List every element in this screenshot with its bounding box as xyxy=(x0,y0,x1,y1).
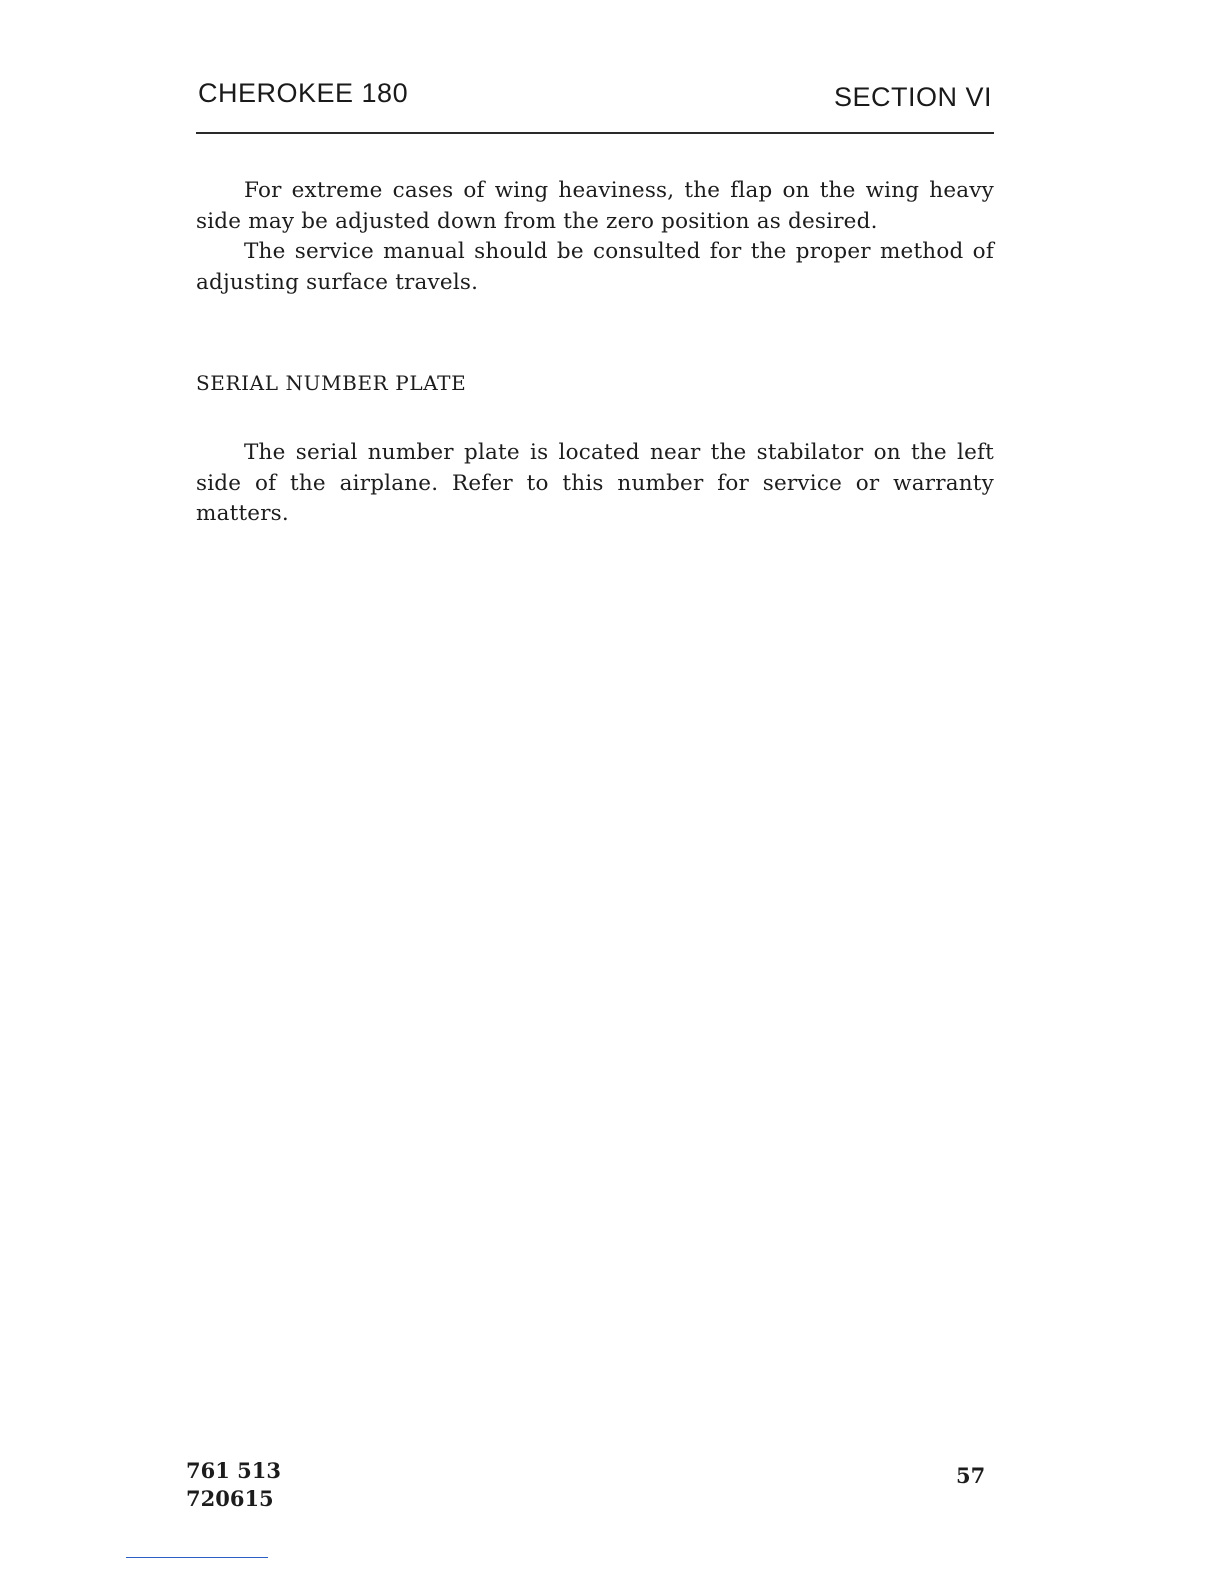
header-divider xyxy=(196,132,994,134)
header-aircraft-title: CHEROKEE 180 xyxy=(198,78,409,108)
page-number: 57 xyxy=(956,1463,986,1488)
footer-code-line-2: 720615 xyxy=(186,1486,274,1511)
paragraph-service-manual: The service manual should be consulted for the proper method of adjusting surface travels. xyxy=(196,239,994,295)
body-text-serial-plate xyxy=(196,438,994,530)
paragraph-wing-heaviness: For extreme cases of wing heaviness, the flap on the wing heavy side may be adjusted down from the zero position as desired. xyxy=(196,178,994,234)
footer-revision-codes xyxy=(186,1457,281,1513)
section-heading-serial-number-plate: SERIAL NUMBER PLATE xyxy=(196,371,467,395)
paragraph-serial-plate-location: The serial number plate is located near the stabilator on the left side of the airplane. Refer to this number for service or warranty matters. xyxy=(196,440,994,526)
footer-code-line-1: 761 513 xyxy=(186,1458,281,1483)
bottom-edge-mark xyxy=(126,1557,268,1558)
body-text-top xyxy=(196,176,994,298)
header-section-title: SECTION VI xyxy=(833,82,992,112)
